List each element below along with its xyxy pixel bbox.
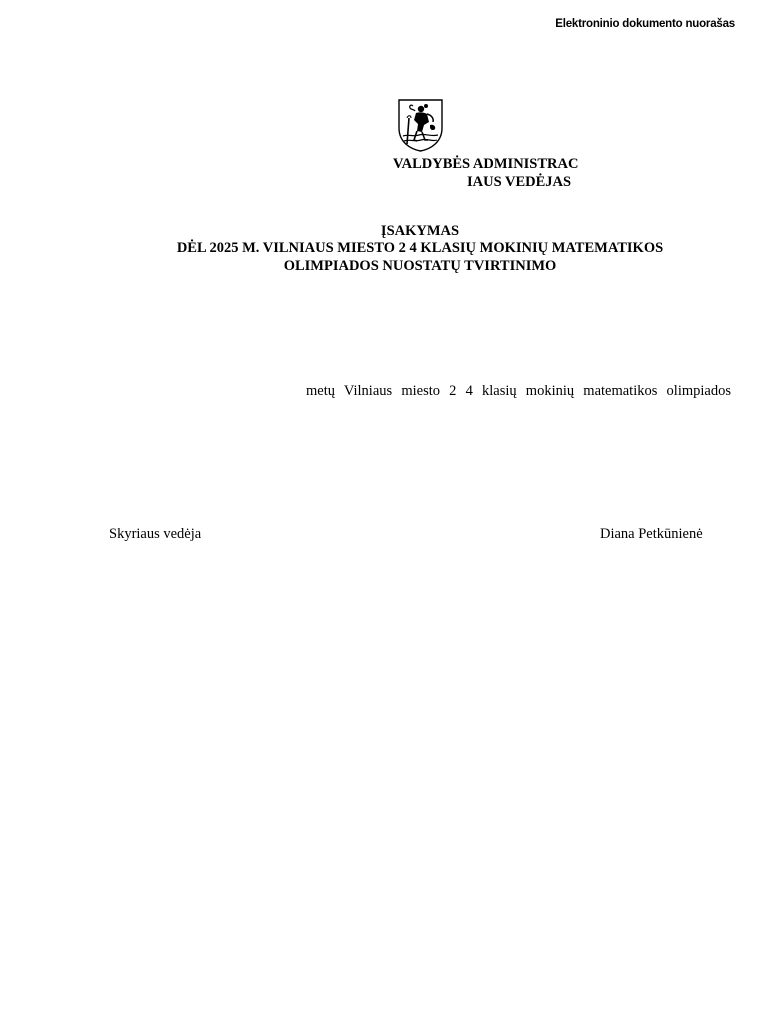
signatory-position: Skyriaus vedėja	[109, 526, 202, 542]
issuer-line-2: IAUS VEDĖJAS	[467, 174, 572, 190]
vilnius-coat-of-arms-icon	[397, 98, 444, 152]
body-text: metų Vilniaus miesto 2 4 klasių mokinių matematikos olimpiados	[306, 383, 731, 399]
signatory-name: Diana Petkūnienė	[600, 526, 703, 542]
document-title-line-1: DĖL 2025 M. VILNIAUS MIESTO 2 4 KLASIŲ MOKINIŲ MATEMATIKOS	[176, 240, 664, 256]
document-title-line-2: OLIMPIADOS NUOSTATŲ TVIRTINIMO	[283, 258, 557, 274]
document-copy-note: Elektroninio dokumento nuorašas	[555, 18, 735, 30]
document-type: ĮSAKYMAS	[380, 223, 460, 239]
issuer-line-1: VALDYBĖS ADMINISTRAC	[393, 156, 579, 172]
